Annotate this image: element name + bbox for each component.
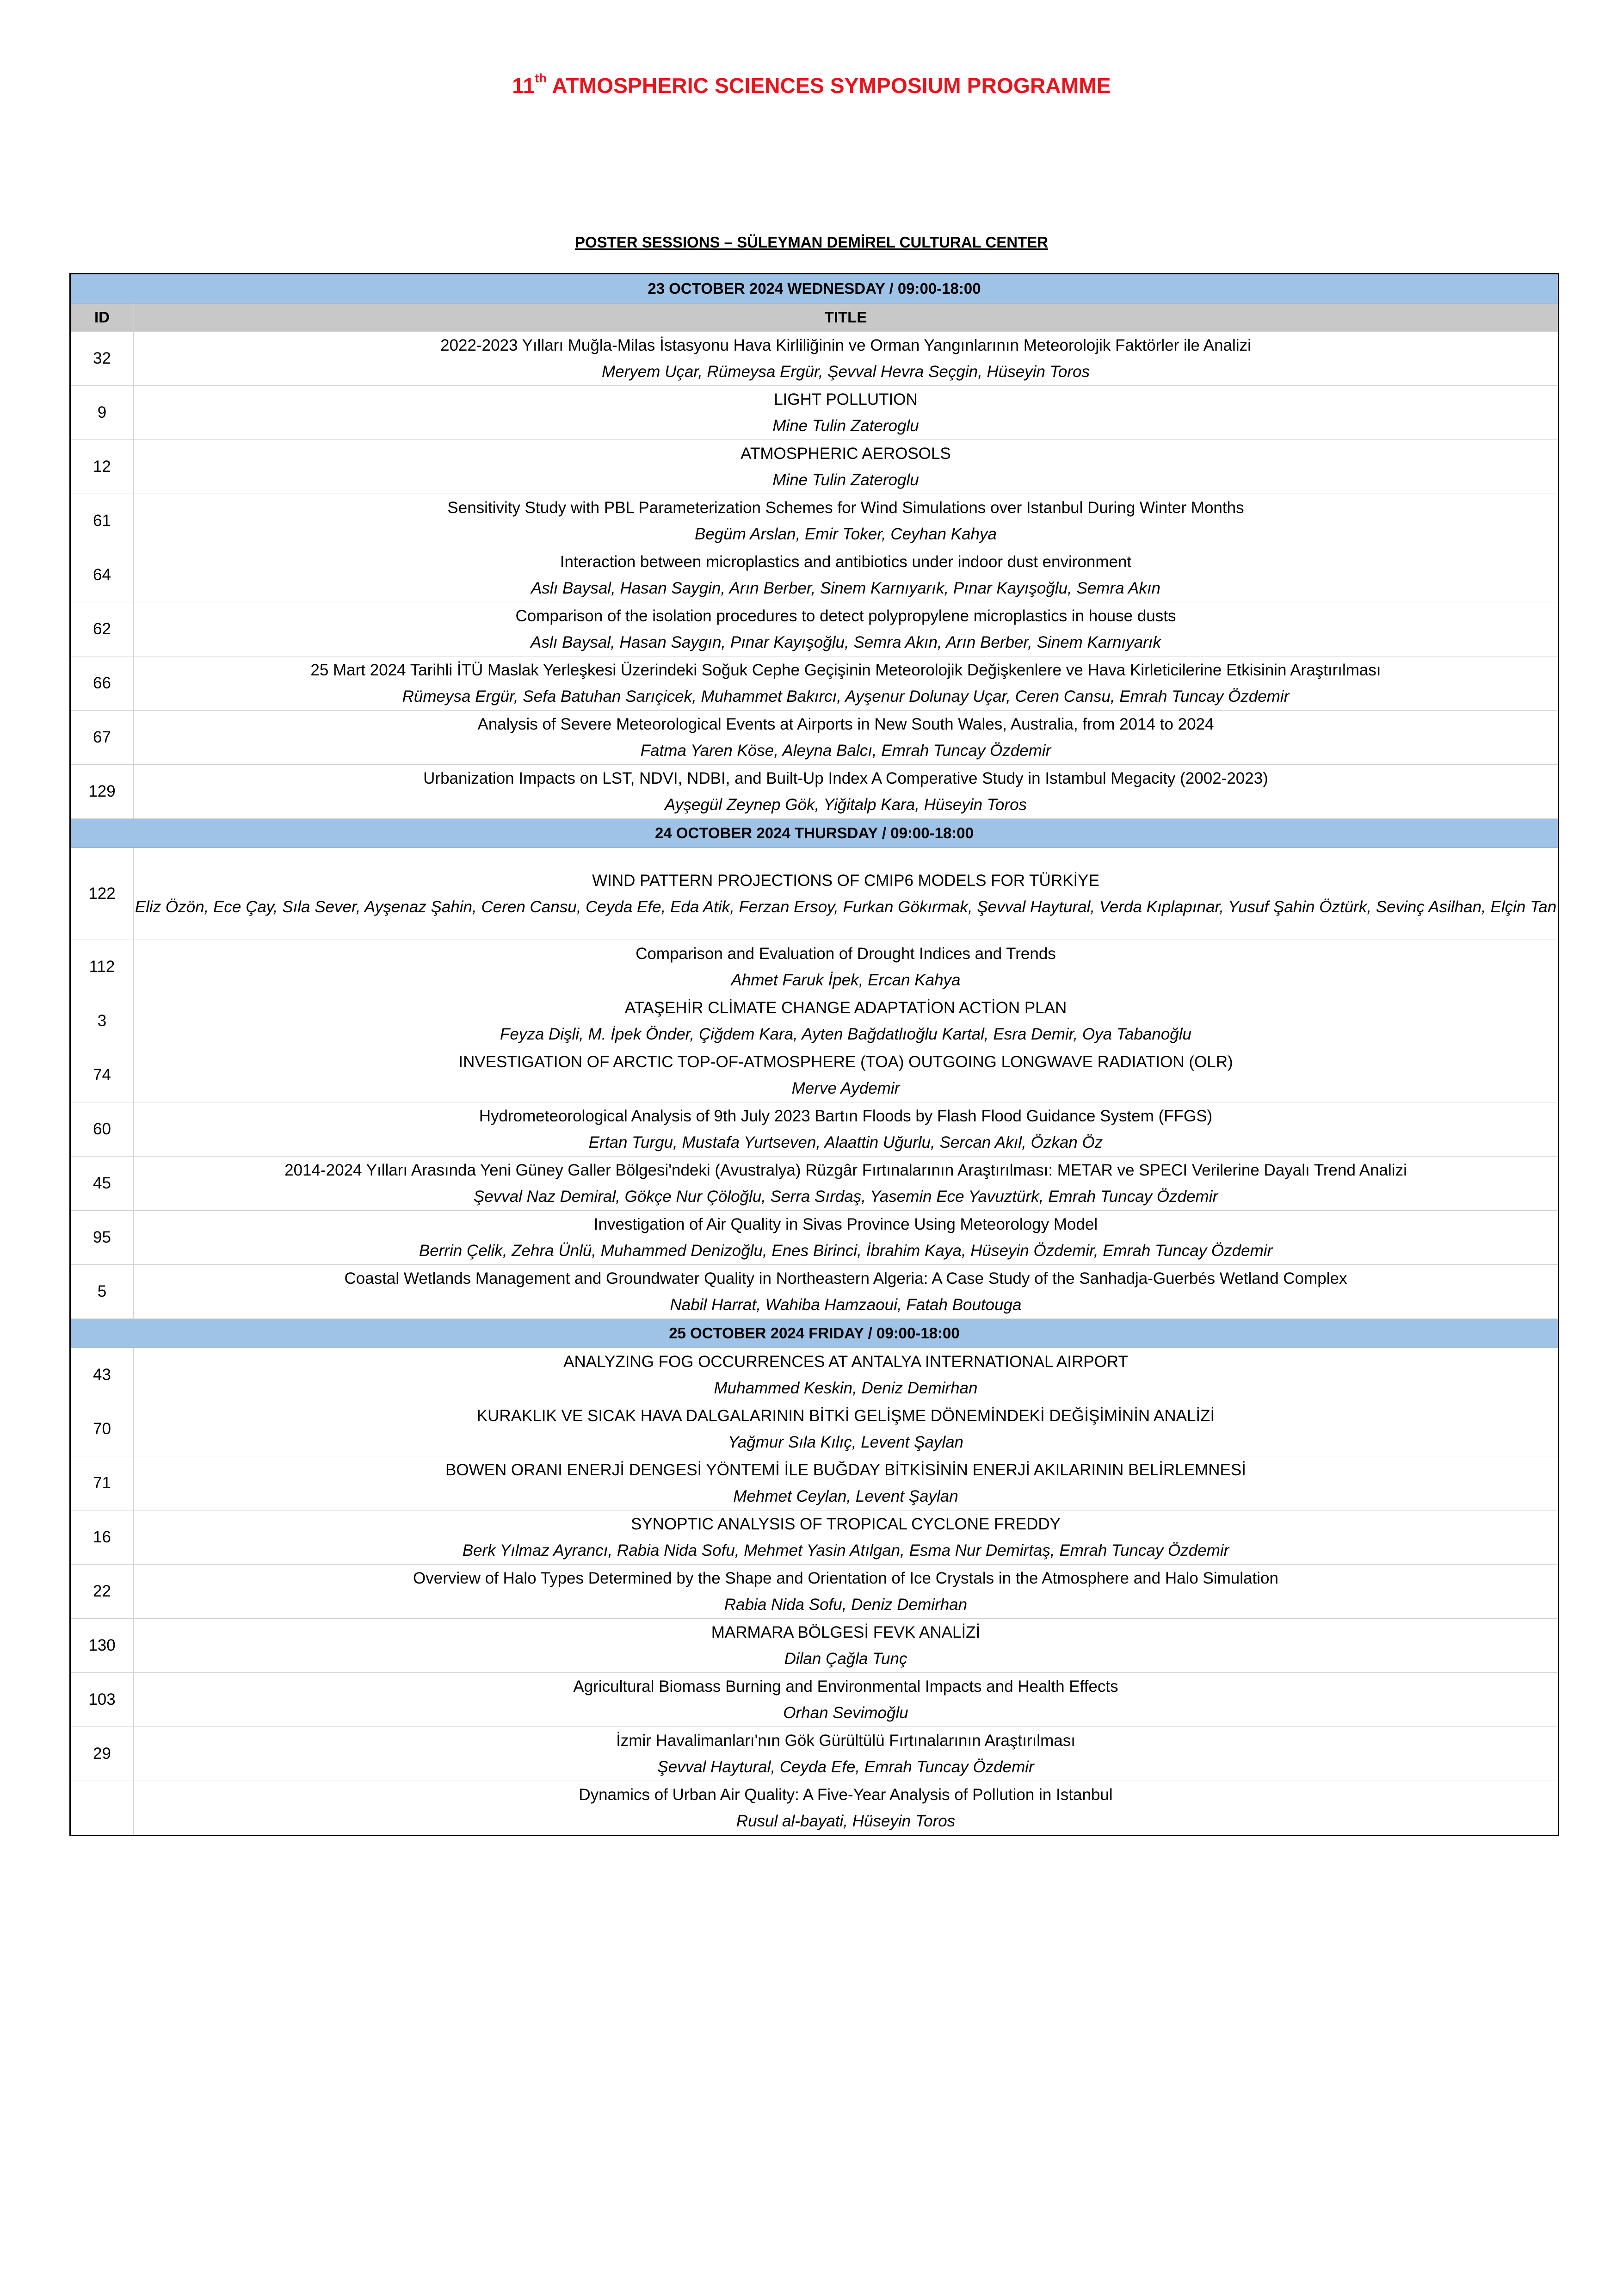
poster-id: 66 [70, 656, 134, 711]
table-row [70, 1781, 1559, 1836]
poster-id: 103 [70, 1673, 134, 1727]
poster-authors: Feyza Dişli, M. İpek Önder, Çiğdem Kara, Ayten Bağdatlıoğlu Kartal, Esra Demir, Oya Tabanoğlu [500, 1025, 1192, 1043]
poster-id: 60 [70, 1102, 134, 1157]
poster-title: Hydrometeorological Analysis of 9th July 2023 Bartın Floods by Flash Flood Guidance System (FFGS) [479, 1107, 1213, 1125]
poster-authors: Aslı Baysal, Hasan Saygın, Pınar Kayışoğlu, Semra Akın, Arın Berber, Sinem Karnıyarık [530, 633, 1161, 651]
poster-title: ATAŞEHİR CLİMATE CHANGE ADAPTATİON ACTİON PLAN [624, 999, 1067, 1017]
table-row [70, 1727, 1559, 1781]
poster-id: 32 [70, 332, 134, 386]
day-header: 23 OCTOBER 2024 WEDNESDAY / 09:00-18:00 [70, 274, 1559, 303]
poster-entry [134, 1727, 1559, 1781]
table-row [70, 548, 1559, 602]
poster-title: INVESTIGATION OF ARCTIC TOP-OF-ATMOSPHERE (TOA) OUTGOING LONGWAVE RADIATION (OLR) [458, 1053, 1233, 1071]
day-header-row [70, 274, 1559, 303]
poster-title: BOWEN ORANI ENERJİ DENGESİ YÖNTEMİ İLE BUĞDAY BİTKİSİNİN ENERJİ AKILARININ BELİRLEMNESİ [445, 1461, 1246, 1479]
table-row [70, 994, 1559, 1048]
poster-title: KURAKLIK VE SICAK HAVA DALGALARININ BİTKİ GELİŞME DÖNEMİNDEKİ DEĞİŞİMİNİN ANALİZİ [476, 1407, 1215, 1425]
table-row [70, 1673, 1559, 1727]
poster-authors: Ahmet Faruk İpek, Ercan Kahya [731, 971, 961, 989]
poster-authors: Yağmur Sıla Kılıç, Levent Şaylan [728, 1433, 964, 1451]
table-row [70, 656, 1559, 711]
poster-title: WIND PATTERN PROJECTIONS OF CMIP6 MODELS FOR TÜRKİYE [592, 872, 1099, 890]
poster-id: 16 [70, 1510, 134, 1565]
table-row [70, 1102, 1559, 1157]
poster-entry [134, 1510, 1559, 1565]
table-row [70, 440, 1559, 494]
poster-authors: Mehmet Ceylan, Levent Şaylan [733, 1487, 958, 1505]
poster-title: LIGHT POLLUTION [774, 390, 918, 408]
poster-title: 25 Mart 2024 Tarihli İTÜ Maslak Yerleşkesi Üzerindeki Soğuk Cephe Geçişinin Meteorolojik Değişkenlere ve Hava Kirleticilerine Etkisinin Araştırılması [310, 661, 1381, 679]
programme-table [69, 273, 1559, 1836]
poster-id: 74 [70, 1048, 134, 1102]
poster-authors: Dilan Çağla Tunç [784, 1650, 907, 1668]
poster-authors: Mine Tulin Zateroglu [772, 417, 919, 435]
poster-id: 22 [70, 1565, 134, 1619]
poster-id: 3 [70, 994, 134, 1048]
table-row [70, 1619, 1559, 1673]
poster-id: 122 [70, 848, 134, 940]
poster-authors: Şevval Naz Demiral, Gökçe Nur Çöloğlu, Serra Sırdaş, Yasemin Ece Yavuztürk, Emrah Tuncay Özdemir [473, 1188, 1218, 1206]
poster-title: İzmir Havalimanları'nın Gök Gürültülü Fırtınalarının Araştırılması [616, 1732, 1075, 1750]
poster-id: 129 [70, 765, 134, 819]
day-header-row [70, 819, 1559, 848]
poster-entry [134, 1048, 1559, 1102]
poster-entry [134, 386, 1559, 440]
poster-title: 2014-2024 Yılları Arasında Yeni Güney Galler Bölgesi'ndeki (Avustralya) Rüzgâr Fırtınalarının Araştırılması: METAR ve SPECI Verilerine Dayalı Trend Analizi [284, 1161, 1407, 1179]
poster-authors: Eliz Özön, Ece Çay, Sıla Sever, Ayşenaz Şahin, Ceren Cansu, Ceyda Efe, Eda Atik, Ferzan Ersoy, Furkan Gökırmak, Şevval Haytural, Verda Kıplapınar, Yusuf Şahin Öztürk, Sevinç Asilhan, Elçin Tan [135, 898, 1557, 916]
table-row [70, 1265, 1559, 1319]
day-header-row [70, 1319, 1559, 1348]
title-ordinal-suffix: th [535, 71, 547, 85]
poster-title: Comparison and Evaluation of Drought Indices and Trends [636, 945, 1056, 963]
poster-title: 2022-2023 Yılları Muğla-Milas İstasyonu Hava Kirliliğinin ve Orman Yangınlarının Meteorolojik Faktörler ile Analizi [440, 336, 1251, 354]
poster-entry [134, 1673, 1559, 1727]
poster-id: 62 [70, 602, 134, 656]
poster-entry [134, 548, 1559, 602]
poster-title: Interaction between microplastics and antibiotics under indoor dust environment [560, 553, 1132, 571]
poster-title: Coastal Wetlands Management and Groundwater Quality in Northeastern Algeria: A Case Study of the Sanhadja-Guerbés Wetland Complex [344, 1269, 1347, 1287]
poster-entry [134, 994, 1559, 1048]
poster-title: ANALYZING FOG OCCURRENCES AT ANTALYA INTERNATIONAL AIRPORT [563, 1353, 1128, 1371]
table-row [70, 332, 1559, 386]
table-row [70, 1348, 1559, 1402]
title-number: 11 [512, 74, 535, 98]
title-text: ATMOSPHERIC SCIENCES SYMPOSIUM PROGRAMME [547, 74, 1111, 98]
day-header: 24 OCTOBER 2024 THURSDAY / 09:00-18:00 [70, 819, 1559, 848]
poster-authors: Ayşegül Zeynep Gök, Yiğitalp Kara, Hüseyin Toros [664, 796, 1027, 814]
poster-title: Sensitivity Study with PBL Parameterization Schemes for Wind Simulations over Istanbul During Winter Months [447, 499, 1244, 517]
poster-title: Overview of Halo Types Determined by the Shape and Orientation of Ice Crystals in the Atmosphere and Halo Simulation [413, 1569, 1278, 1587]
poster-id: 61 [70, 494, 134, 548]
page-title [0, 73, 1623, 98]
table-row [70, 602, 1559, 656]
column-header-row [70, 303, 1559, 332]
poster-id: 67 [70, 711, 134, 765]
programme-table-body [70, 274, 1559, 1836]
poster-entry [134, 494, 1559, 548]
section-subtitle: POSTER SESSIONS – SÜLEYMAN DEMİREL CULTURAL CENTER [574, 234, 1049, 251]
poster-id: 71 [70, 1456, 134, 1510]
table-row [70, 765, 1559, 819]
poster-entry [134, 1102, 1559, 1157]
poster-title: Agricultural Biomass Burning and Environmental Impacts and Health Effects [573, 1677, 1118, 1696]
poster-entry [134, 1565, 1559, 1619]
table-row [70, 1402, 1559, 1456]
poster-id: 29 [70, 1727, 134, 1781]
poster-title: ATMOSPHERIC AEROSOLS [741, 445, 951, 463]
poster-authors: Berk Yılmaz Ayrancı, Rabia Nida Sofu, Mehmet Yasin Atılgan, Esma Nur Demirtaş, Emrah Tuncay Özdemir [462, 1541, 1229, 1560]
poster-entry [134, 332, 1559, 386]
poster-entry [134, 1157, 1559, 1211]
poster-authors: Berrin Çelik, Zehra Ünlü, Muhammed Denizoğlu, Enes Birinci, İbrahim Kaya, Hüseyin Özdemir, Emrah Tuncay Özdemir [419, 1242, 1273, 1260]
table-row [70, 1565, 1559, 1619]
poster-authors: Muhammed Keskin, Deniz Demirhan [714, 1379, 978, 1397]
poster-authors: Orhan Sevimoğlu [783, 1704, 908, 1722]
poster-id: 70 [70, 1402, 134, 1456]
poster-authors: Mine Tulin Zateroglu [772, 471, 919, 489]
poster-id: 5 [70, 1265, 134, 1319]
day-header: 25 OCTOBER 2024 FRIDAY / 09:00-18:00 [70, 1319, 1559, 1348]
poster-title: Analysis of Severe Meteorological Events at Airports in New South Wales, Australia, from 2014 to 2024 [477, 715, 1214, 733]
poster-authors: Şevval Haytural, Ceyda Efe, Emrah Tuncay Özdemir [657, 1758, 1034, 1776]
table-row [70, 1048, 1559, 1102]
poster-id: 95 [70, 1211, 134, 1265]
poster-id: 64 [70, 548, 134, 602]
table-row [70, 848, 1559, 940]
poster-title: Urbanization Impacts on LST, NDVI, NDBI, and Built-Up Index A Comperative Study in Istambul Megacity (2002-2023) [423, 769, 1268, 787]
poster-authors: Begüm Arslan, Emir Toker, Ceyhan Kahya [694, 525, 997, 543]
poster-id [70, 1781, 134, 1836]
poster-id: 112 [70, 940, 134, 994]
poster-authors: Fatma Yaren Köse, Aleyna Balcı, Emrah Tuncay Özdemir [640, 742, 1051, 760]
poster-entry [134, 1619, 1559, 1673]
poster-entry [134, 848, 1559, 940]
poster-authors: Rümeysa Ergür, Sefa Batuhan Sarıçicek, Muhammet Bakırcı, Ayşenur Dolunay Uçar, Ceren Cansu, Emrah Tuncay Özdemir [402, 687, 1290, 706]
poster-title: MARMARA BÖLGESİ FEVK ANALİZİ [711, 1623, 981, 1641]
poster-authors: Ertan Turgu, Mustafa Yurtseven, Alaattin Uğurlu, Sercan Akıl, Özkan Öz [588, 1133, 1103, 1151]
poster-entry [134, 1211, 1559, 1265]
column-header-title: TITLE [134, 303, 1559, 332]
poster-entry [134, 765, 1559, 819]
table-row [70, 1157, 1559, 1211]
poster-authors: Rabia Nida Sofu, Deniz Demirhan [724, 1596, 968, 1614]
table-row [70, 386, 1559, 440]
table-row [70, 1510, 1559, 1565]
table-row [70, 1211, 1559, 1265]
poster-entry [134, 440, 1559, 494]
poster-id: 130 [70, 1619, 134, 1673]
table-row [70, 494, 1559, 548]
poster-entry [134, 1348, 1559, 1402]
table-row [70, 1456, 1559, 1510]
poster-authors: Aslı Baysal, Hasan Saygin, Arın Berber, Sinem Karnıyarık, Pınar Kayışoğlu, Semra Akın [531, 579, 1161, 597]
poster-authors: Meryem Uçar, Rümeysa Ergür, Şevval Hevra Seçgin, Hüseyin Toros [602, 363, 1090, 381]
poster-entry [134, 711, 1559, 765]
poster-id: 12 [70, 440, 134, 494]
column-header-id: ID [70, 303, 134, 332]
poster-title: Dynamics of Urban Air Quality: A Five-Year Analysis of Pollution in Istanbul [579, 1786, 1113, 1804]
poster-entry [134, 1781, 1559, 1836]
poster-title: Investigation of Air Quality in Sivas Province Using Meteorology Model [593, 1215, 1098, 1233]
poster-id: 9 [70, 386, 134, 440]
poster-title: Comparison of the isolation procedures to detect polypropylene microplastics in house dusts [515, 607, 1176, 625]
poster-entry [134, 656, 1559, 711]
poster-id: 43 [70, 1348, 134, 1402]
poster-entry [134, 1456, 1559, 1510]
poster-entry [134, 940, 1559, 994]
poster-authors: Rusul al-bayati, Hüseyin Toros [736, 1812, 956, 1830]
poster-entry [134, 602, 1559, 656]
table-row [70, 711, 1559, 765]
table-row [70, 940, 1559, 994]
poster-entry [134, 1402, 1559, 1456]
poster-authors: Merve Aydemir [791, 1079, 900, 1097]
poster-id: 45 [70, 1157, 134, 1211]
poster-authors: Nabil Harrat, Wahiba Hamzaoui, Fatah Boutouga [670, 1296, 1022, 1314]
poster-entry [134, 1265, 1559, 1319]
poster-title: SYNOPTIC ANALYSIS OF TROPICAL CYCLONE FREDDY [630, 1515, 1061, 1533]
